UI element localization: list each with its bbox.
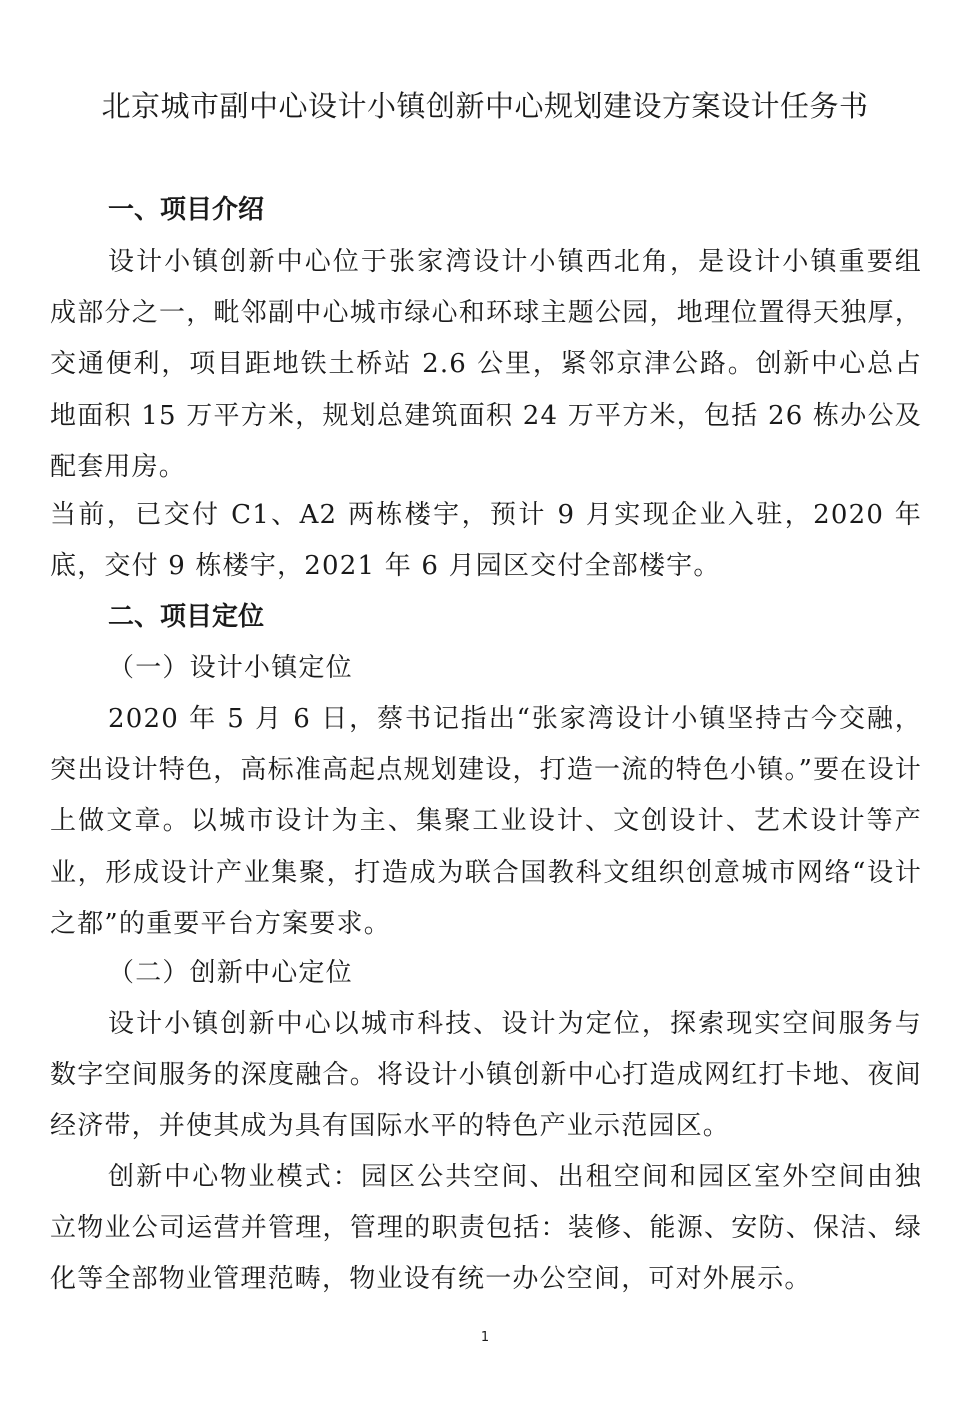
paragraph-property-model: 创新中心物业模式：园区公共空间、出租空间和园区室外空间由独立物业公司运营并管理，管理的职责包括：装修、能源、安防、保洁、绿化等全部物业管理范畴，物业设有统一办公空间，可对外展示。 xyxy=(50,1162,922,1295)
section-heading-project-intro: 一、项目介绍 xyxy=(108,195,265,225)
paragraph-innovation-center-positioning: 设计小镇创新中心以城市科技、设计为定位，探索现实空间服务与数字空间服务的深度融合。将设计小镇创新中心打造成网红打卡地、夜间经济带，并使其成为具有国际水平的特色产业示范园区。 xyxy=(50,1009,922,1142)
paragraph-design-town-positioning: 2020 年 5 月 6 日，蔡书记指出“张家湾设计小镇坚持古今交融，突出设计特色，高标准高起点规划建设，打造一流的特色小镇。”要在设计上做文章。以城市设计为主、集聚工业设计、文创设计、艺术设计等产业，形成设计产业集聚，打造成为联合国教科文组织创意城市网络“设计之都”的重要平台方案要求。 xyxy=(50,704,922,939)
document-title: 北京城市副中心设计小镇创新中心规划建设方案设计任务书 xyxy=(101,89,869,123)
subsection-heading-design-town: （一）设计小镇定位 xyxy=(108,653,353,683)
paragraph-delivery-status: 当前，已交付 C1、A2 两栋楼宇，预计 9 月实现企业入驻，2020 年底，交付 9 栋楼宇，2021 年 6 月园区交付全部楼宇。 xyxy=(50,500,922,582)
page-number: 1 xyxy=(480,1330,490,1345)
paragraph-project-intro: 设计小镇创新中心位于张家湾设计小镇西北角，是设计小镇重要组成部分之一，毗邻副中心城市绿心和环球主题公园，地理位置得天独厚，交通便利，项目距地铁土桥站 2.6 公里，紧邻京津公路。创新中心总占地面积 15 万平方米，规划总建筑面积 24 万平方米，包括 26 栋办公及配套用房。 xyxy=(50,247,922,482)
subsection-heading-innovation-center: （二）创新中心定位 xyxy=(108,958,353,988)
section-heading-project-positioning: 二、项目定位 xyxy=(108,602,265,632)
